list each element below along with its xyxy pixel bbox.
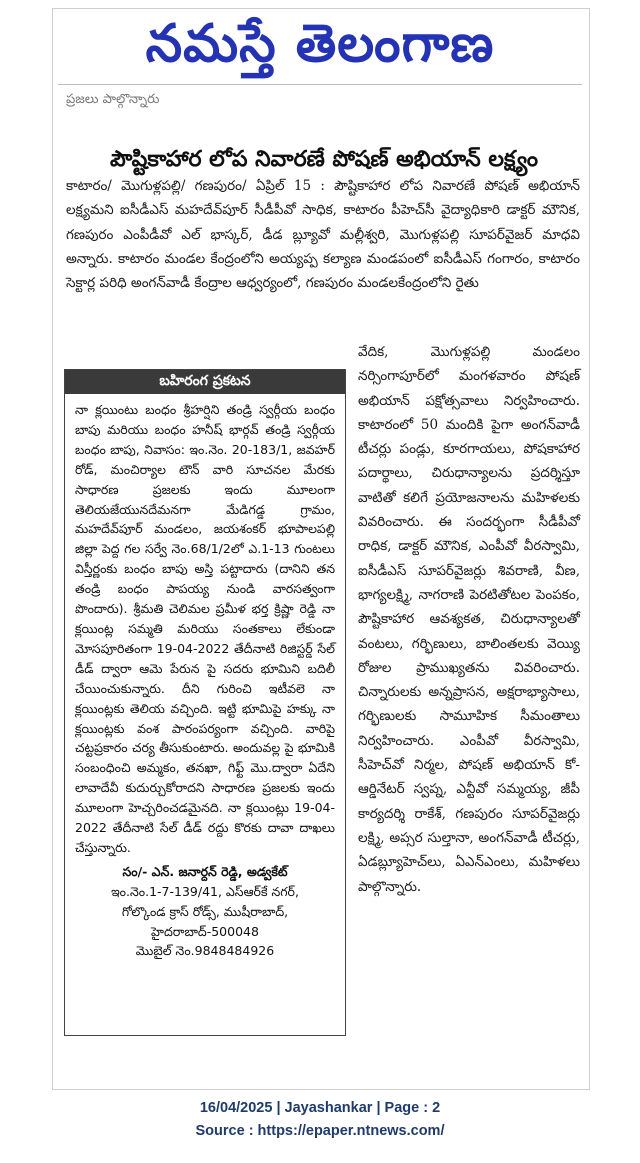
- public-notice-body: నా క్లయింటు బంధం శ్రీహర్షిని తండ్రి స్వర్గీయ బంధం బాపు మరియు బంధం హనీష్‌ భార్గవ్‌ తండ్రి స్వర్గీయ బంధం బాపు, నివాసం: ఇం.నెం. 20-183/1, జవహర్‌ రోడ్‌, మంచిర్యాల టౌన్‌ వారి సూచనల మేరకు సాధారణ ప్రజలకు ఇందు మూలంగా తెలియజేయునదేమనగా మేడిగడ్డ గ్రామం, మహదేవ్‌పూర్‌ మండలం, జయశంకర్‌ భూపాలపల్లి జిల్లా పెద్ద గల సర్వే నెం.68/1/2లో ఎ.1-13 గుంటలు విస్తీర్ణంకు బంధం బాపు అస్తి పట్టాదారు (దానిని తన తండ్రి బంధం పాపయ్య నుండి వారసత్వంగా పొందారు). శ్రీమతి చెలిమల ప్రమీళ భర్త క్రిష్ణా రెడ్డి నా క్లయింట్ల సమ్మతి మరియు సంతకాలు లేకుండా మోసపూరితంగా 19-04-2022 తేదీనాటి రిజిస్టర్డ్‌ సేల్‌ డీడ్‌ ద్వారా ఆమె పేరున పై సదరు భూమిని బదిలీ చేయించుకున్నారు. దీని గురించి ఇటీవలె నా క్లయింట్లకు తెలియ వచ్చింది. ఇట్టి భూమిపై హక్కు నా క్లయింట్లకు వంశ పారంపర్యంగా వచ్చింది. వారిపై చట్టప్రకారం చర్య తీసుకుంటారు. అందువల్ల పై భూమికి సంబంధించి అమ్మకం, తనఖా, గిఫ్ట్‌ మొ.ద్వారా ఏదేని లావాదేవీ కుదుర్చుకోరాదని సాధారణ ప్రజలకు ఇందు మూలంగా హెచ్చరించడమైనది. నా క్లయింట్లు 19-04-2022 తేదీనాటి సేల్‌ డీడ్‌ రద్దు కొరకు దావా దాఖలు చేస్తున్నారు.: [75, 402, 335, 855]
- public-notice-box: [64, 369, 346, 1036]
- notice-address-line: ఇం.నెం.1-7-139/41, ఎస్‌ఆర్‌కే నగర్‌,: [111, 883, 299, 899]
- notice-phone: మొబైల్‌ నెం.9848484926: [135, 943, 275, 959]
- public-notice-header: బహిరంగ ప్రకటన: [65, 370, 345, 394]
- notice-address-line: హైదరాబాద్‌-500048: [151, 923, 259, 939]
- article-continuation-column: వేదిక, మొగుళ్లపల్లి మండలం నర్సింగాపూర్‌లో మంగళవారం పోషణ్‌ అభియాన్‌ పక్షోత్సవాలు నిర్వహించారు. కాటారంలో 50 మందికి పైగా అంగన్‌వాడీ టీచర్లు పండ్లు, కూరగాయలు, పోషకాహార పదార్థాలు, చిరుధాన్యాలను ప్రదర్శిస్తూ వాటితో కలిగే ప్రయోజనాలను మహిళలకు వివరించారు. ఈ సందర్భంగా సీడీపీవో రాధిక, డాక్టర్‌ మౌనిక, ఎంపీవో వీరస్వామి, ఐసీడీఎస్‌ సూపర్‌వైజర్లు శివరాణి, వీణ, భాగ్యలక్ష్మి, నాగరాణి పెరటితోటల పెంపకం, పౌష్టికాహార ఆవశ్యకత, చిరుధాన్యాలతో వంటలు, గర్భిణులు, బాలింతలకు వెయ్యి రోజుల ప్రాముఖ్యతను వివరించారు. చిన్నారులకు అన్నప్రాసన, అక్షరాభ్యాసాలు, గర్భిణులకు సామూహిక సీమంతాలు నిర్వహించారు. ఎంపీవో వీరస్వామి, సీహెచ్‌వో నిర్మల, పోషణ్‌ అభియాన్‌ కో-ఆర్డినేటర్‌ స్వప్న, ఎన్టీవో సమ్మయ్య, జీపీ కార్యదర్శి రాకేశ్‌, గణపురం సూపర్‌వైజర్లు లక్ష్మి, అప్సర సుల్తానా, అంగన్‌వాడీ టీచర్లు, ఏడబ్ల్యూహెచ్‌లు, ఏఎన్‌ఎంలు, మహిళలు పాల్గొన్నారు.: [358, 344, 580, 895]
- footer-edition-info: 16/04/2025 | Jayashankar | Page : 2: [199, 1100, 441, 1116]
- footer-source-link[interactable]: Source : https://epaper.ntnews.com/: [195, 1123, 445, 1139]
- previous-article-cut-line: ప్రజలు పాల్గొన్నారు: [66, 92, 160, 107]
- newspaper-masthead: నమస్తే తెలంగాణ: [145, 14, 495, 74]
- notice-address-line: గోల్కొండ క్రాస్‌ రోడ్స్‌, ముషీరాబాద్‌,: [121, 903, 289, 919]
- article-headline: పౌష్టికాహార లోప నివారణే పోషణ్‌ అభియాన్‌ లక్ష్యం: [109, 147, 539, 172]
- notice-signer: సం/- ఎన్‌. జనార్దన్‌ రెడ్డి, అడ్వకేట్‌: [122, 863, 288, 879]
- article-lead-paragraph: కాటారం/ మొగుళ్లపల్లి/ గణపురం/ ఏప్రిల్‌ 15 : పౌష్టికాహార లోప నివారణే పోషణ్‌ అభియాన్‌ లక్ష్యమని ఐసీడీఎస్‌ మహదేవ్‌పూర్‌ సీడీపీవో సాధిక, కాటారం పీహెచ్‌సీ వైద్యాధికారి డాక్టర్‌ మౌనిక, గణపురం ఎంపీడీవో ఎల్‌ భాస్కర్‌, డీడ బ్ల్యూవో మల్లీశ్వరి, మొగుళ్లపల్లి సూపర్‌వైజర్‌ మాధవి అన్నారు. కాటారం మండల కేంద్రంలోని అయ్యప్ప కల్యాణ మండపంలో ఐసీడీఎస్‌ గంగారం, కాటారం సెక్టార్ల పరిధి అంగన్‌వాడీ కేంద్రాల ఆధ్వర్యంలో, గణపురం మండలకేంద్రంలోని రైతు: [66, 178, 580, 292]
- public-notice-signature: [65, 858, 345, 962]
- masthead-divider: [58, 84, 582, 85]
- page-footer: [0, 1097, 640, 1143]
